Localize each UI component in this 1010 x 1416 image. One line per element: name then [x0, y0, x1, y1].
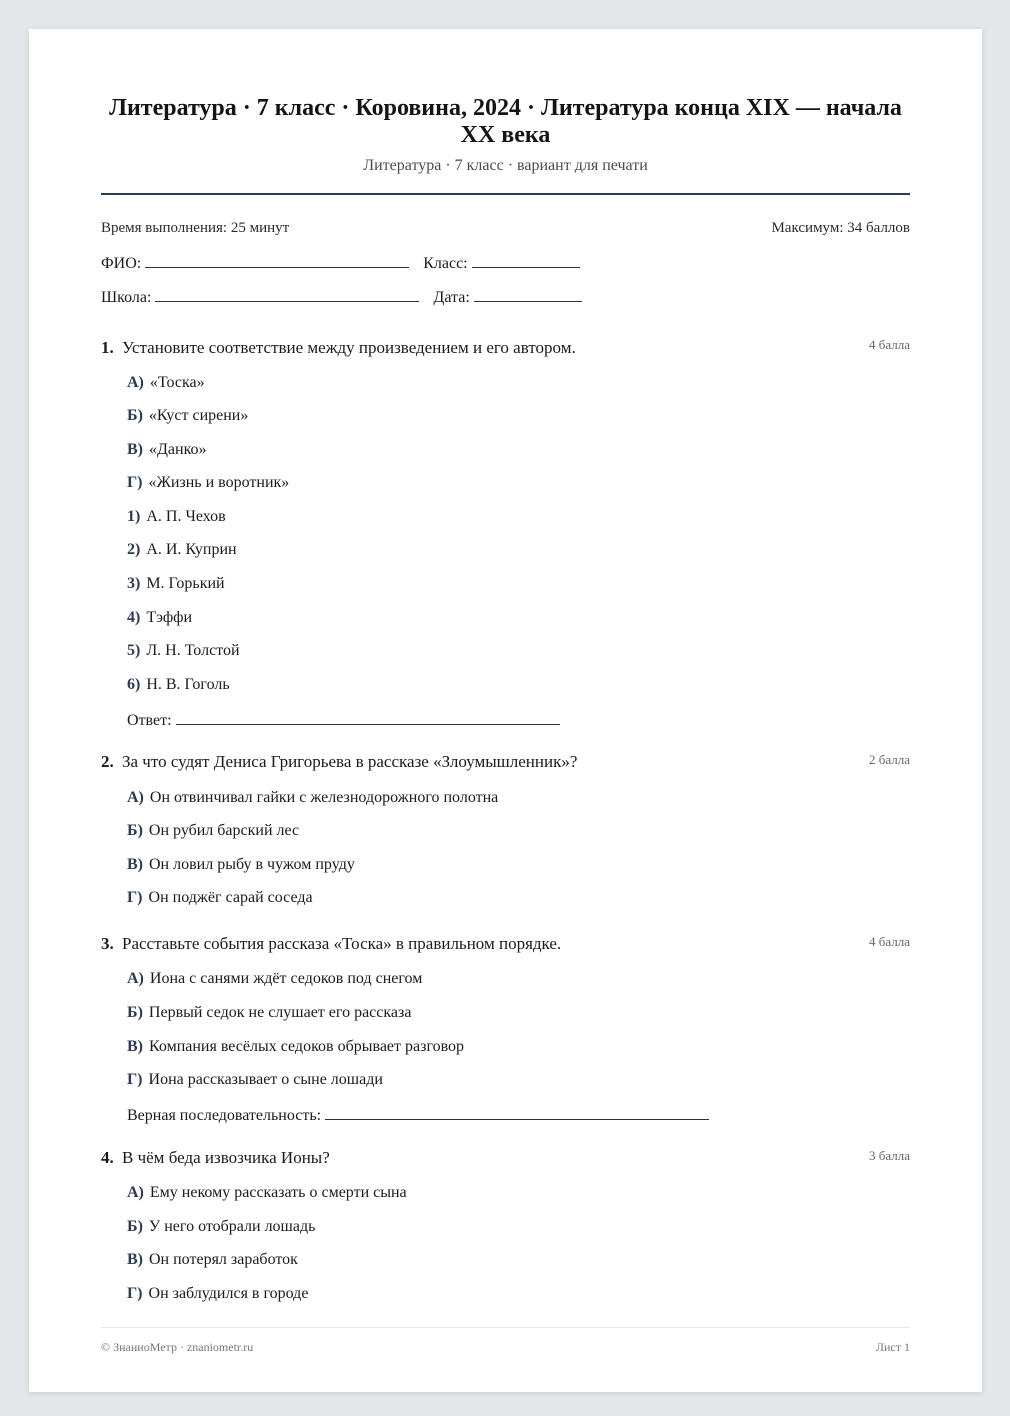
option: В) Он ловил рыбу в чужом пруду — [127, 856, 355, 873]
option: 3) М. Горький — [127, 575, 225, 592]
option: А) Ему некому рассказать о смерти сына — [127, 1184, 407, 1201]
option: Г) Он поджёг сарай соседа — [127, 889, 313, 906]
option: Г) Иона рассказывает о сыне лошади — [127, 1071, 383, 1088]
question-text: Установите соответствие между произведением и его автором. — [122, 338, 576, 357]
header-divider — [101, 193, 910, 195]
answer-label: Ответ: — [127, 712, 172, 729]
page-subtitle: Литература · 7 класс · вариант для печати — [363, 157, 648, 174]
option: 2) А. И. Куприн — [127, 541, 237, 558]
option: В) Компания весёлых седоков обрывает разговор — [127, 1038, 465, 1055]
question-text: В чём беда извозчика Ионы? — [122, 1148, 330, 1167]
question-points: 4 балла — [869, 934, 910, 949]
fio-input-line[interactable] — [145, 253, 409, 268]
question-number: 4. — [101, 1148, 114, 1167]
fio-label: ФИО: — [101, 255, 142, 272]
option: 5) Л. Н. Толстой — [127, 642, 240, 659]
answer-field[interactable] — [127, 710, 560, 730]
answer-input-line[interactable] — [176, 710, 560, 725]
option: Г) «Жизнь и воротник» — [127, 474, 290, 491]
question-2 — [101, 752, 910, 772]
answer-input-line[interactable] — [325, 1105, 709, 1120]
fio-field[interactable] — [101, 253, 580, 273]
max-score: Максимум: 34 баллов — [771, 220, 910, 236]
option: В) Он потерял заработок — [127, 1251, 298, 1268]
worksheet-page — [29, 29, 982, 1392]
question-text: За что судят Дениса Григорьева в рассказе «Злоумышленник»? — [122, 752, 578, 771]
question-4 — [101, 1148, 910, 1168]
question-number: 2. — [101, 752, 114, 771]
footer-page-number: Лист 1 — [875, 1340, 910, 1354]
question-points: 3 балла — [869, 1148, 910, 1163]
option: А) «Тоска» — [127, 374, 205, 391]
option: А) Иона с санями ждёт седоков под снегом — [127, 970, 423, 987]
option: 4) Тэффи — [127, 609, 193, 626]
option: А) Он отвинчивал гайки с железнодорожного полотна — [127, 789, 499, 806]
time-limit: Время выполнения: 25 минут — [101, 220, 290, 236]
question-points: 2 балла — [869, 752, 910, 767]
question-3 — [101, 934, 910, 954]
sequence-answer-field[interactable] — [127, 1105, 709, 1125]
class-input-line[interactable] — [472, 253, 580, 268]
footer-copyright: © ЗнаниоМетр · znaniometr.ru — [101, 1340, 254, 1354]
question-text: Расставьте события рассказа «Тоска» в правильном порядке. — [122, 934, 562, 953]
question-number: 1. — [101, 338, 114, 357]
option: 1) А. П. Чехов — [127, 508, 226, 525]
question-number: 3. — [101, 934, 114, 953]
option: 6) Н. В. Гоголь — [127, 676, 230, 693]
school-input-line[interactable] — [155, 287, 419, 302]
option: Б) «Куст сирени» — [127, 407, 249, 424]
page-title: Литература · 7 класс · Коровина, 2024 · Литература конца XIX — начала XX века — [109, 95, 902, 148]
footer-divider — [101, 1327, 910, 1328]
school-field[interactable] — [101, 287, 582, 307]
school-label: Школа: — [101, 289, 152, 306]
option: В) «Данко» — [127, 441, 207, 458]
class-label: Класс: — [423, 255, 468, 272]
question-1 — [101, 338, 910, 358]
answer-label: Верная последовательность: — [127, 1107, 322, 1124]
option: Г) Он заблудился в городе — [127, 1285, 309, 1302]
question-points: 4 балла — [869, 337, 910, 352]
date-label: Дата: — [433, 289, 470, 306]
date-input-line[interactable] — [474, 287, 582, 302]
option: Б) Первый седок не слушает его рассказа — [127, 1004, 412, 1021]
option: Б) Он рубил барский лес — [127, 822, 300, 839]
option: Б) У него отобрали лошадь — [127, 1218, 316, 1235]
